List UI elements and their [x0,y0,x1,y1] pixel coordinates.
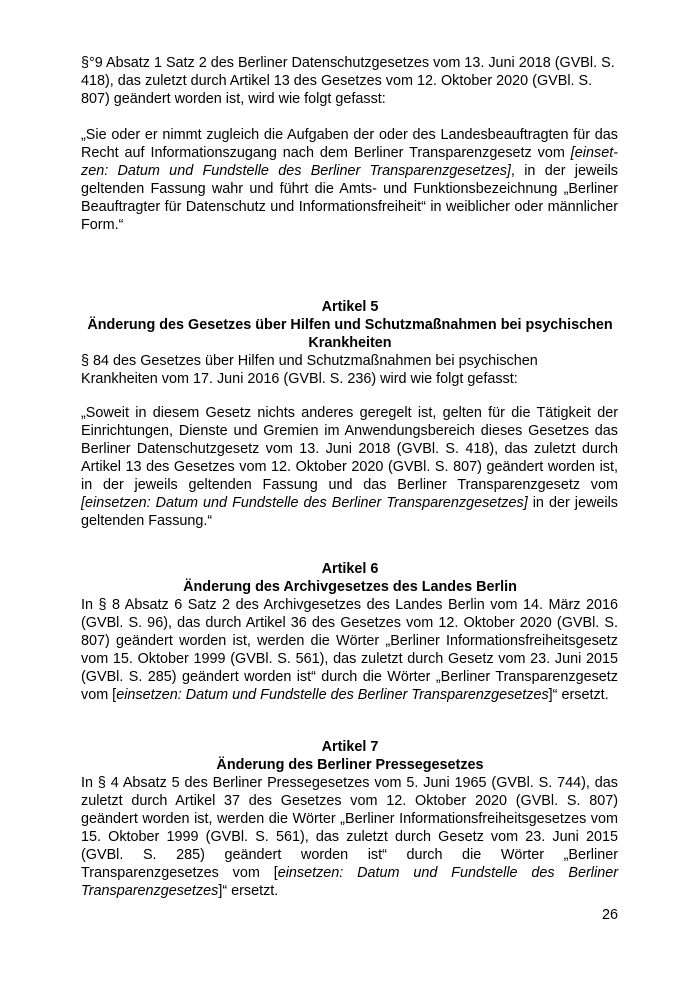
article6-text-2: ]“ ersetzt. [548,687,609,703]
intro-quote-text-2: , in der jeweils geltenden Fassung wahr und führt die Amts- und Funktionsbezeichnung „Berliner Beauftragter für Datenschutz und Informationsfreiheit“ in weiblicher oder männlicher Form.“ [81,163,618,233]
article5-paragraph-text: § 84 des Gesetzes über Hilfen und Schutzmaßnahmen bei psychischen Krankheiten vom 17. Juni 2016 (GVBl. S. 236) wird wie folgt gefasst: [81,353,538,387]
article5-title-line1: Änderung des Gesetzes über Hilfen und Schutzmaßnahmen bei psychischen [87,317,613,333]
article6-title: Änderung des Archivgesetzes des Landes Berlin [183,579,517,595]
article7-text-1: In § 4 Absatz 5 des Berliner Pressegesetzes vom 5. Juni 1965 (GVBl. S. 744), das zuletzt durch Artikel 37 des Gesetzes vom 12. Oktober 2020 (GVBl. S. 807) geändert worden ist, werden die Wörter „Berliner Informationsfreiheitsgesetzes vom 15. Oktober 1999 (GVBl. S. 561), das zuletzt durch Gesetz vom 23. Juni 2015 (GVBl. S. 285) geändert worden ist“ durch die Wörter „Berliner Transparenzgesetzes vom [ [81,775,618,881]
article6-number: Artikel 6 [321,561,379,577]
article7-text [81,774,618,900]
article7-text-italic: einsetzen: Datum und Fundstelle des Berliner Transparenzgesetzes [81,865,618,899]
article5-title-line2: Krankheiten [308,335,392,351]
article5-paragraph [81,352,618,388]
intro-quote-text-1: „Sie oder er nimmt zugleich die Aufgaben der oder des Landesbeauftragten für das Recht auf Informationszugang nach dem Berliner Transparenzgesetz vom [81,127,618,161]
article5-number: Artikel 5 [321,299,379,315]
intro-paragraph-text: §°9 Absatz 1 Satz 2 des Berliner Datenschutzgesetzes vom 13. Juni 2018 (GVBl. S. 418), das zuletzt durch Artikel 13 des Gesetzes vom 12. Oktober 2020 (GVBl. S. 807) geändert worden ist, wird wie folgt gefasst: [81,55,615,107]
article7-number: Artikel 7 [321,739,379,755]
intro-quote-italic: [einsetzen: Datum und Fundstelle des Berliner Transparenzgesetzes] [81,145,618,179]
article5-quote [81,404,618,530]
intro-quote [81,126,618,234]
article5-quote-text-1: „Soweit in diesem Gesetz nichts anderes geregelt ist, gelten für die Tätigkeit der Einrichtungen, Dienste und Gremien im Anwendungsbereich dieses Gesetzes das Berliner Datenschutzgesetz vom 13. Juni 2018 (GVBl. S. 418), das zuletzt durch Artikel 13 des Gesetzes vom 12. Oktober 2020 (GVBl. S. 807) geändert worden ist, in der jeweils geltenden Fassung und das Berliner Transparenzgesetz vom [81,405,618,493]
article6-text-1: In § 8 Absatz 6 Satz 2 des Archivgesetzes des Landes Berlin vom 14. März 2016 (GVBl. S. 96), das durch Artikel 36 des Gesetzes vom 12. Oktober 2020 (GVBl. S. 807) geändert worden ist, werden die Wörter „Berliner Informationsfreiheitsgesetz vom 15. Oktober 1999 (GVBl. S. 561), das zuletzt durch Gesetz vom 23. Juni 2015 (GVBl. S. 285) geändert worden ist“ durch die Wörter „Berliner Transparenzgesetz vom [ [81,597,618,703]
article5-quote-italic: [einsetzen: Datum und Fundstelle des Berliner Transparenzgesetzes] [81,495,528,511]
article7-title: Änderung des Berliner Pressegesetzes [216,757,484,773]
article6-text-italic: einsetzen: Datum und Fundstelle des Berliner Transparenzgesetzes [116,687,549,703]
article6-text [81,596,618,704]
article7-text-2: ]“ ersetzt. [218,883,279,899]
intro-paragraph [81,54,618,108]
page-number: 26 [601,907,618,923]
article5-quote-text-2: in der jeweils geltenden Fassung.“ [81,495,618,529]
